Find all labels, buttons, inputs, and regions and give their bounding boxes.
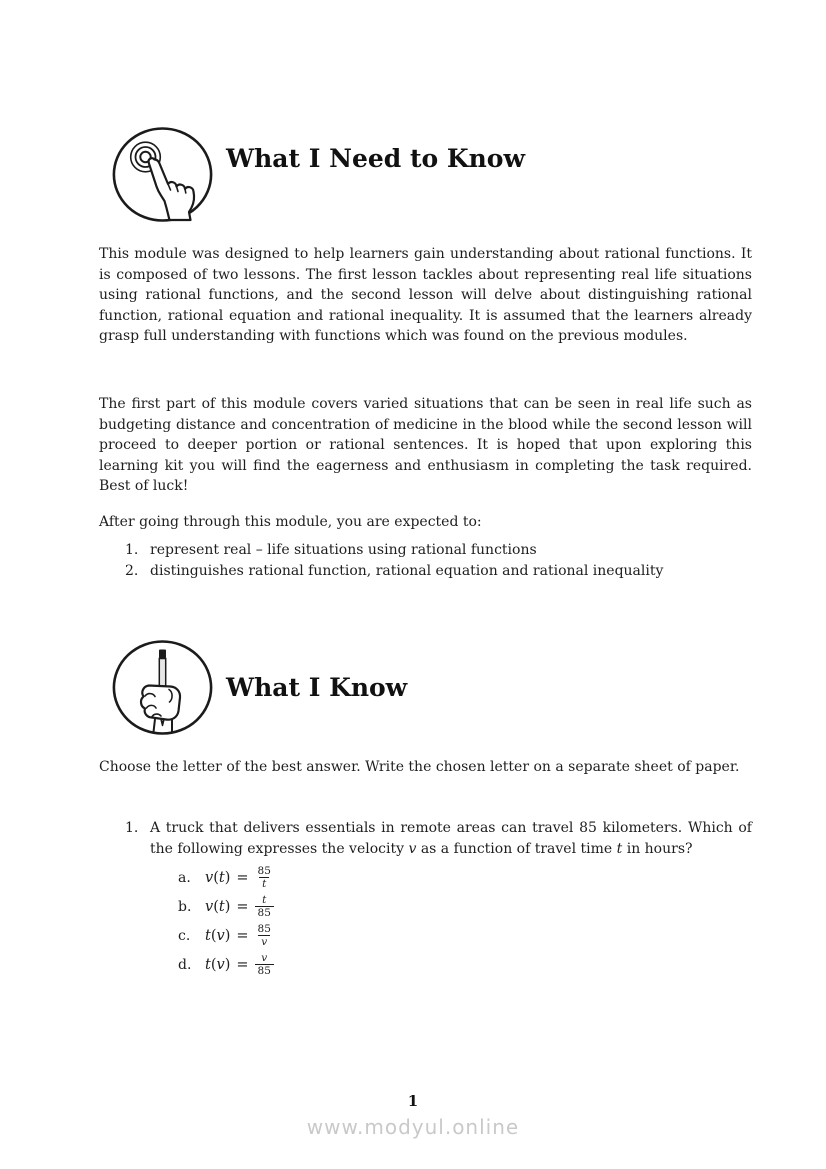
question-1 bbox=[99, 818, 752, 859]
paren-close: ) bbox=[224, 898, 231, 915]
choice-expression bbox=[205, 952, 274, 977]
choice-fraction bbox=[255, 923, 274, 948]
objective-text: represent real – life situations using rational functions bbox=[150, 542, 537, 558]
choice-fname: v bbox=[205, 869, 214, 886]
choice-expression bbox=[205, 894, 274, 919]
paren-close: ) bbox=[224, 956, 231, 973]
choice-row bbox=[99, 863, 752, 892]
choice-row bbox=[99, 950, 752, 979]
frac-numerator: t bbox=[262, 894, 267, 906]
paren-close: ) bbox=[224, 869, 231, 886]
choices-list bbox=[99, 863, 752, 979]
choice-arg: v bbox=[216, 956, 225, 973]
choice-arg: v bbox=[216, 927, 225, 944]
choice-expression bbox=[205, 865, 274, 890]
choice-expression bbox=[205, 923, 274, 948]
objective-item-2 bbox=[99, 561, 752, 582]
section-heading-what-i-need-to-know: What I Need to Know bbox=[226, 144, 525, 173]
question-number: 1. bbox=[125, 820, 139, 836]
question-text: A truck that delivers essentials in remote areas can travel 85 kilometers. Which of the following expresses the velocity v as a function of travel time t in hours? bbox=[150, 820, 752, 857]
choice-arg: t bbox=[218, 869, 225, 886]
objectives-intro: After going through this module, you are expected to: bbox=[99, 514, 482, 530]
choice-fname: t bbox=[205, 956, 211, 973]
page-number: 1 bbox=[407, 1092, 419, 1110]
equals-sign: = bbox=[236, 898, 249, 915]
choice-fname: v bbox=[205, 898, 214, 915]
equals-sign: = bbox=[236, 927, 249, 944]
watermark: www.modyul.online bbox=[306, 1115, 520, 1139]
frac-denominator: v bbox=[258, 935, 270, 948]
choice-fname: t bbox=[205, 927, 211, 944]
paren-open: ( bbox=[213, 869, 219, 886]
frac-denominator: 85 bbox=[255, 906, 274, 919]
paren-open: ( bbox=[210, 956, 217, 973]
choice-fraction bbox=[255, 894, 274, 919]
choice-label: c. bbox=[178, 927, 191, 944]
paren-close: ) bbox=[224, 927, 231, 944]
paren-open: ( bbox=[213, 898, 219, 915]
section-heading-what-i-know: What I Know bbox=[226, 673, 408, 702]
choice-arg: t bbox=[218, 898, 225, 915]
objective-text: distinguishes rational function, rational equation and rational inequality bbox=[150, 563, 664, 579]
frac-denominator: t bbox=[259, 877, 269, 890]
objective-item-1 bbox=[99, 540, 752, 561]
objective-number: 2. bbox=[125, 563, 139, 579]
frac-numerator: 85 bbox=[257, 923, 271, 935]
objective-number: 1. bbox=[125, 542, 139, 558]
module-description-paragraph: This module was designed to help learners gain understanding about rational functions. It is composed of two lessons. The first lesson tackles about representing real life situations using rational functions, and the second lesson will delve about distinguishing rational function, rational equation and rational inequality. It is assumed that the learners already grasp full understanding with functions which was found on the previous modules. bbox=[99, 246, 752, 344]
frac-numerator: 85 bbox=[257, 865, 271, 877]
hand-holding-pencil-icon bbox=[112, 640, 213, 735]
choice-row bbox=[99, 892, 752, 921]
objectives-list bbox=[99, 540, 752, 582]
frac-numerator: v bbox=[261, 952, 268, 964]
equals-sign: = bbox=[236, 869, 249, 886]
choice-row bbox=[99, 921, 752, 950]
choice-label: b. bbox=[178, 898, 192, 915]
choice-label: a. bbox=[178, 869, 191, 886]
module-overview-paragraph: The first part of this module covers varied situations that can be seen in real life such as budgeting distance and concentration of medicine in the blood while the second lesson will proceed to deeper portion or rational sentences. It is hoped that upon exploring this learning kit you will find the eagerness and enthusiasm in completing the task required. Best of luck! bbox=[99, 396, 752, 494]
choice-fraction bbox=[255, 865, 274, 890]
touch-press-icon bbox=[112, 127, 213, 222]
choice-label: d. bbox=[178, 956, 192, 973]
equals-sign: = bbox=[236, 956, 249, 973]
frac-denominator: 85 bbox=[255, 964, 274, 977]
choice-fraction bbox=[255, 952, 274, 977]
paren-open: ( bbox=[210, 927, 217, 944]
test-instructions: Choose the letter of the best answer. Write the chosen letter on a separate sheet of paper. bbox=[99, 759, 740, 775]
